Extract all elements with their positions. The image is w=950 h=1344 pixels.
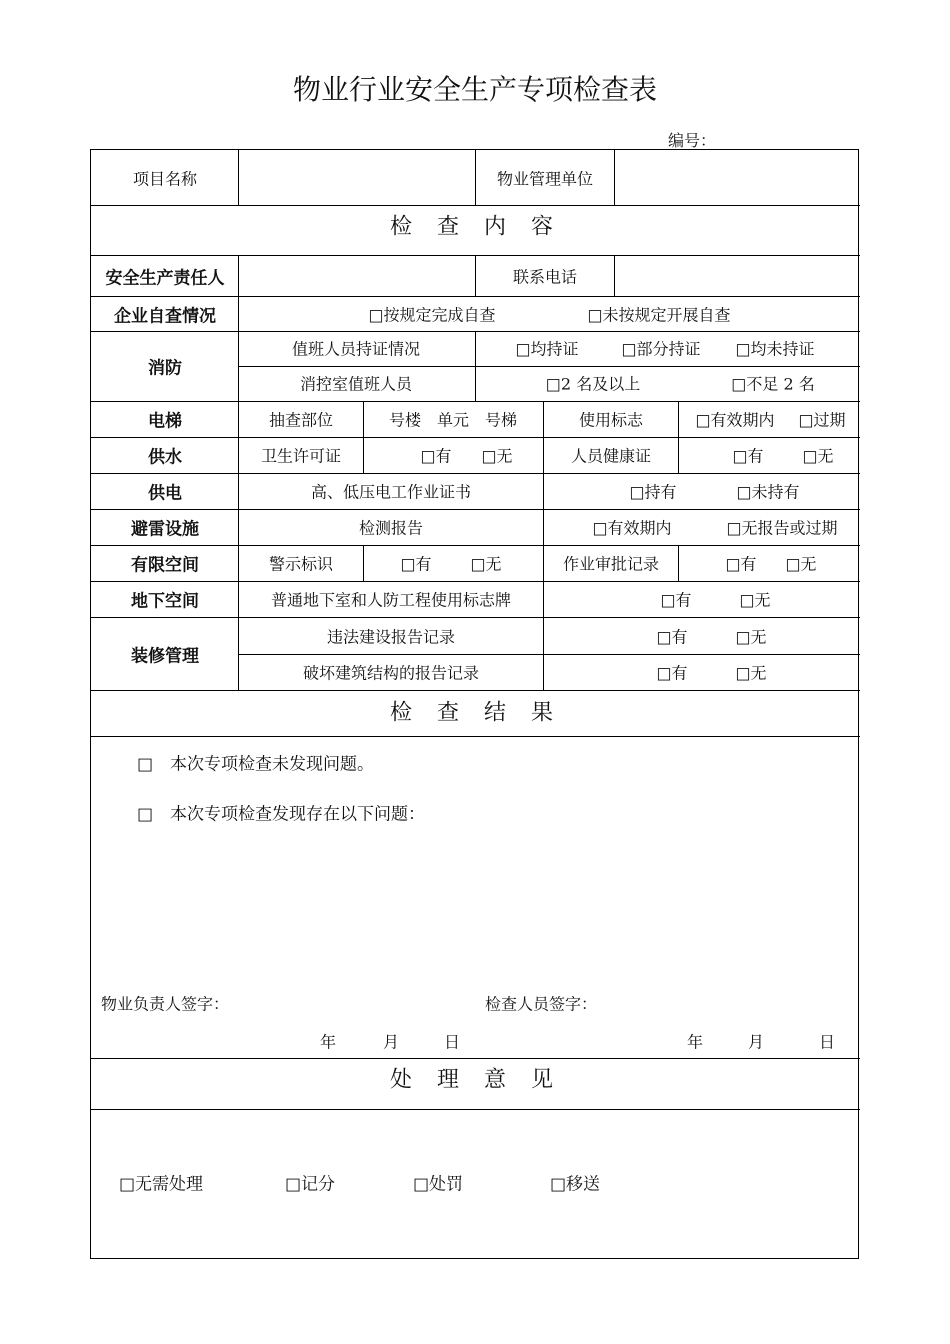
- renovation-damage-option-yes[interactable]: □有: [656, 663, 688, 683]
- lightning-test-report-item: 检测报告: [358, 518, 424, 538]
- elevator-label: 电梯: [148, 411, 182, 432]
- row-divider: [91, 1058, 860, 1059]
- water-license-option-no[interactable]: □无: [481, 446, 513, 466]
- row-divider: [91, 545, 860, 546]
- row-divider: [91, 509, 860, 510]
- property-date-year: 年: [320, 1032, 337, 1052]
- renovation-damage-option-no[interactable]: □无: [735, 663, 767, 683]
- inspector-date-month: 月: [748, 1032, 765, 1052]
- power-option-not-holding[interactable]: □未持有: [736, 482, 800, 502]
- row-divider: [238, 654, 860, 655]
- col-divider: [238, 255, 239, 690]
- power-option-holding[interactable]: □持有: [629, 482, 677, 502]
- page-title: 物业行业安全生产专项检查表: [292, 73, 657, 106]
- section-inspection-result: 检 查 结 果: [390, 700, 562, 726]
- col-divider: [614, 150, 615, 205]
- fire-option-partly-certified[interactable]: □部分持证: [621, 339, 701, 359]
- handling-option-no-action[interactable]: □无需处理: [119, 1174, 204, 1195]
- result-option-issues-found[interactable]: □ 本次专项检查发现存在以下问题：: [137, 804, 426, 825]
- col-divider: [543, 545, 544, 581]
- renovation-illegal-option-yes[interactable]: □有: [656, 627, 688, 647]
- col-divider: [678, 401, 679, 473]
- row-divider: [91, 205, 860, 206]
- inspector-signature-label: 检查人员签字：: [485, 994, 598, 1014]
- elevator-location-field[interactable]: 号楼 单元 号梯: [388, 410, 518, 430]
- section-inspection-content: 检 查 内 容: [390, 214, 562, 240]
- col-divider: [363, 545, 364, 581]
- row-divider: [91, 617, 860, 618]
- phone-label: 联系电话: [512, 267, 578, 287]
- row-divider: [91, 690, 860, 691]
- elevator-usage-mark-label: 使用标志: [578, 410, 644, 430]
- property-date-month: 月: [383, 1032, 400, 1052]
- handling-option-points[interactable]: □记分: [285, 1174, 336, 1195]
- col-divider: [475, 331, 476, 401]
- property-signature-label: 物业负责人签字：: [101, 994, 230, 1014]
- fire-control-room-item: 消控室值班人员: [299, 374, 413, 394]
- power-label: 供电: [148, 483, 182, 504]
- self-check-option-completed[interactable]: □按规定完成自查: [368, 305, 496, 325]
- col-divider: [543, 401, 544, 473]
- project-name-label: 项目名称: [132, 169, 198, 189]
- row-divider: [238, 366, 860, 367]
- inspection-form: [90, 149, 859, 1259]
- renovation-label: 装修管理: [131, 646, 199, 667]
- renovation-illegal-build-item: 违法建设报告记录: [326, 627, 456, 647]
- row-divider: [91, 437, 860, 438]
- lightning-option-valid[interactable]: □有效期内: [592, 518, 672, 538]
- confined-approval-option-yes[interactable]: □有: [725, 554, 757, 574]
- fire-option-all-certified[interactable]: □均持证: [515, 339, 579, 359]
- section-handling-opinion: 处 理 意 见: [390, 1067, 562, 1093]
- power-electrician-cert-item: 高、低压电工作业证书: [310, 482, 472, 502]
- inspector-date-day: 日: [819, 1032, 836, 1052]
- underground-label: 地下空间: [131, 591, 199, 612]
- water-hygiene-license-item: 卫生许可证: [260, 446, 342, 466]
- underground-option-no[interactable]: □无: [739, 590, 771, 610]
- fire-option-none-certified[interactable]: □均未持证: [735, 339, 815, 359]
- doc-number-label: 编号：: [668, 131, 717, 150]
- col-divider: [363, 401, 364, 473]
- confined-approval-record-item: 作业审批记录: [562, 554, 660, 574]
- underground-sign-item: 普通地下室和人防工程使用标志牌: [270, 590, 512, 610]
- col-divider: [475, 150, 476, 205]
- confined-space-label: 有限空间: [131, 555, 199, 576]
- water-health-option-yes[interactable]: □有: [732, 446, 764, 466]
- handling-option-penalty[interactable]: □处罚: [413, 1174, 464, 1195]
- confined-warning-sign-item: 警示标识: [268, 554, 334, 574]
- property-date-day: 日: [444, 1032, 461, 1052]
- row-divider: [91, 401, 860, 402]
- fire-label: 消防: [148, 358, 182, 379]
- confined-sign-option-yes[interactable]: □有: [400, 554, 432, 574]
- handling-option-transfer[interactable]: □移送: [550, 1174, 601, 1195]
- inspector-date-year: 年: [687, 1032, 704, 1052]
- row-divider: [91, 1109, 860, 1110]
- elevator-option-valid[interactable]: □有效期内: [695, 410, 775, 430]
- result-option-no-issue[interactable]: □ 本次专项检查未发现问题。: [137, 754, 375, 775]
- confined-approval-option-no[interactable]: □无: [785, 554, 817, 574]
- underground-option-yes[interactable]: □有: [660, 590, 692, 610]
- property-unit-label: 物业管理单位: [496, 169, 594, 189]
- fire-option-two-or-more[interactable]: □2 名及以上: [545, 374, 641, 394]
- elevator-spot-check-item: 抽查部位: [268, 410, 334, 430]
- col-divider: [543, 473, 544, 545]
- row-divider: [91, 736, 860, 737]
- fire-option-less-than-two[interactable]: □不足 2 名: [731, 374, 815, 394]
- renovation-illegal-option-no[interactable]: □无: [735, 627, 767, 647]
- col-divider: [238, 150, 239, 205]
- col-divider: [614, 255, 615, 296]
- elevator-option-expired[interactable]: □过期: [798, 410, 846, 430]
- row-divider: [91, 581, 860, 582]
- self-check-label: 企业自查情况: [114, 306, 216, 327]
- row-divider: [91, 296, 860, 297]
- fire-duty-cert-item: 值班人员持证情况: [291, 339, 421, 359]
- col-divider: [475, 255, 476, 296]
- water-health-option-no[interactable]: □无: [802, 446, 834, 466]
- water-health-cert-item: 人员健康证: [570, 446, 652, 466]
- responsible-label: 安全生产责任人: [105, 268, 225, 289]
- col-divider: [543, 581, 544, 690]
- water-label: 供水: [148, 447, 182, 468]
- lightning-label: 避雷设施: [131, 519, 199, 540]
- renovation-structure-damage-item: 破坏建筑结构的报告记录: [302, 663, 480, 683]
- lightning-option-none-or-expired[interactable]: □无报告或过期: [726, 518, 838, 538]
- water-license-option-yes[interactable]: □有: [420, 446, 452, 466]
- self-check-option-not-done[interactable]: □未按规定开展自查: [587, 305, 731, 325]
- confined-sign-option-no[interactable]: □无: [470, 554, 502, 574]
- col-divider: [678, 545, 679, 581]
- row-divider: [91, 473, 860, 474]
